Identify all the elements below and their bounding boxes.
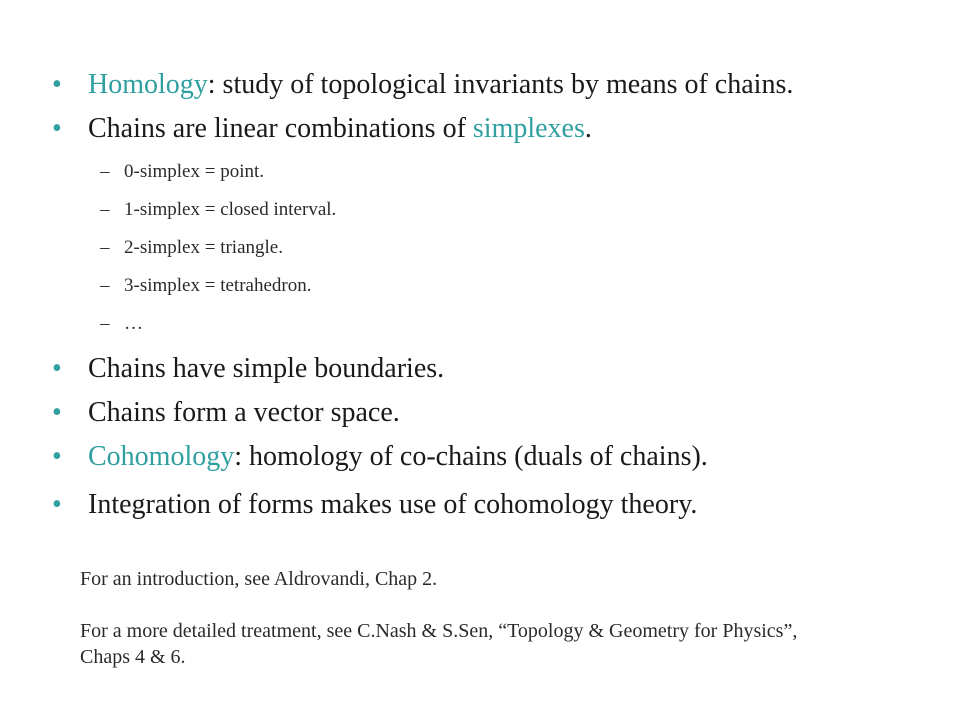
bullet-marker: • xyxy=(52,441,62,472)
sub-marker: – xyxy=(100,313,110,334)
bullet-boundaries xyxy=(52,352,444,386)
sub-item xyxy=(100,312,143,336)
bullet-marker: • xyxy=(52,489,62,520)
bullet-text: Chains have simple boundaries. xyxy=(88,353,445,384)
bullet-chains-linear xyxy=(52,112,592,146)
sub-item-text: 0-simplex = point. xyxy=(124,161,265,182)
bullet-text: : study of topological invariants by means of chains. xyxy=(207,69,794,100)
bullet-text: Chains are linear combinations of xyxy=(88,113,473,144)
bullet-marker: • xyxy=(52,353,62,384)
sub-marker: – xyxy=(100,161,110,182)
bullet-cohomology xyxy=(52,440,708,474)
bullet-tail: . xyxy=(584,113,592,144)
sub-item xyxy=(100,236,283,260)
bullet-marker: • xyxy=(52,397,62,428)
bullet-text: Integration of forms makes use of cohomology theory. xyxy=(88,489,698,520)
sub-marker: – xyxy=(100,237,110,258)
reference-note-detailed: For a more detailed treatment, see C.Nash & S.Sen, “Topology & Geometry for Physics”, Chaps 4 & 6. xyxy=(80,620,798,668)
term-simplexes: simplexes xyxy=(472,113,585,144)
sub-item-text: 1-simplex = closed interval. xyxy=(124,199,337,220)
sub-marker: – xyxy=(100,275,110,296)
sub-item xyxy=(100,160,264,184)
term-homology: Homology xyxy=(88,69,208,100)
sub-item-text: … xyxy=(124,313,143,334)
bullet-text: : homology of co-chains (duals of chains). xyxy=(234,441,708,472)
sub-item-text: 3-simplex = tetrahedron. xyxy=(124,275,312,296)
sub-item xyxy=(100,274,311,298)
bullet-text: Chains form a vector space. xyxy=(88,397,400,428)
bullet-vector-space xyxy=(52,396,400,430)
bullet-marker: • xyxy=(52,69,62,100)
bullet-marker: • xyxy=(52,113,62,144)
term-cohomology: Cohomology xyxy=(88,441,235,472)
sub-item-text: 2-simplex = triangle. xyxy=(124,237,283,258)
bullet-homology xyxy=(52,68,793,102)
reference-note-intro: For an introduction, see Aldrovandi, Chap 2. xyxy=(80,568,438,590)
sub-marker: – xyxy=(100,199,110,220)
sub-item xyxy=(100,198,336,222)
bullet-integration xyxy=(52,488,697,522)
